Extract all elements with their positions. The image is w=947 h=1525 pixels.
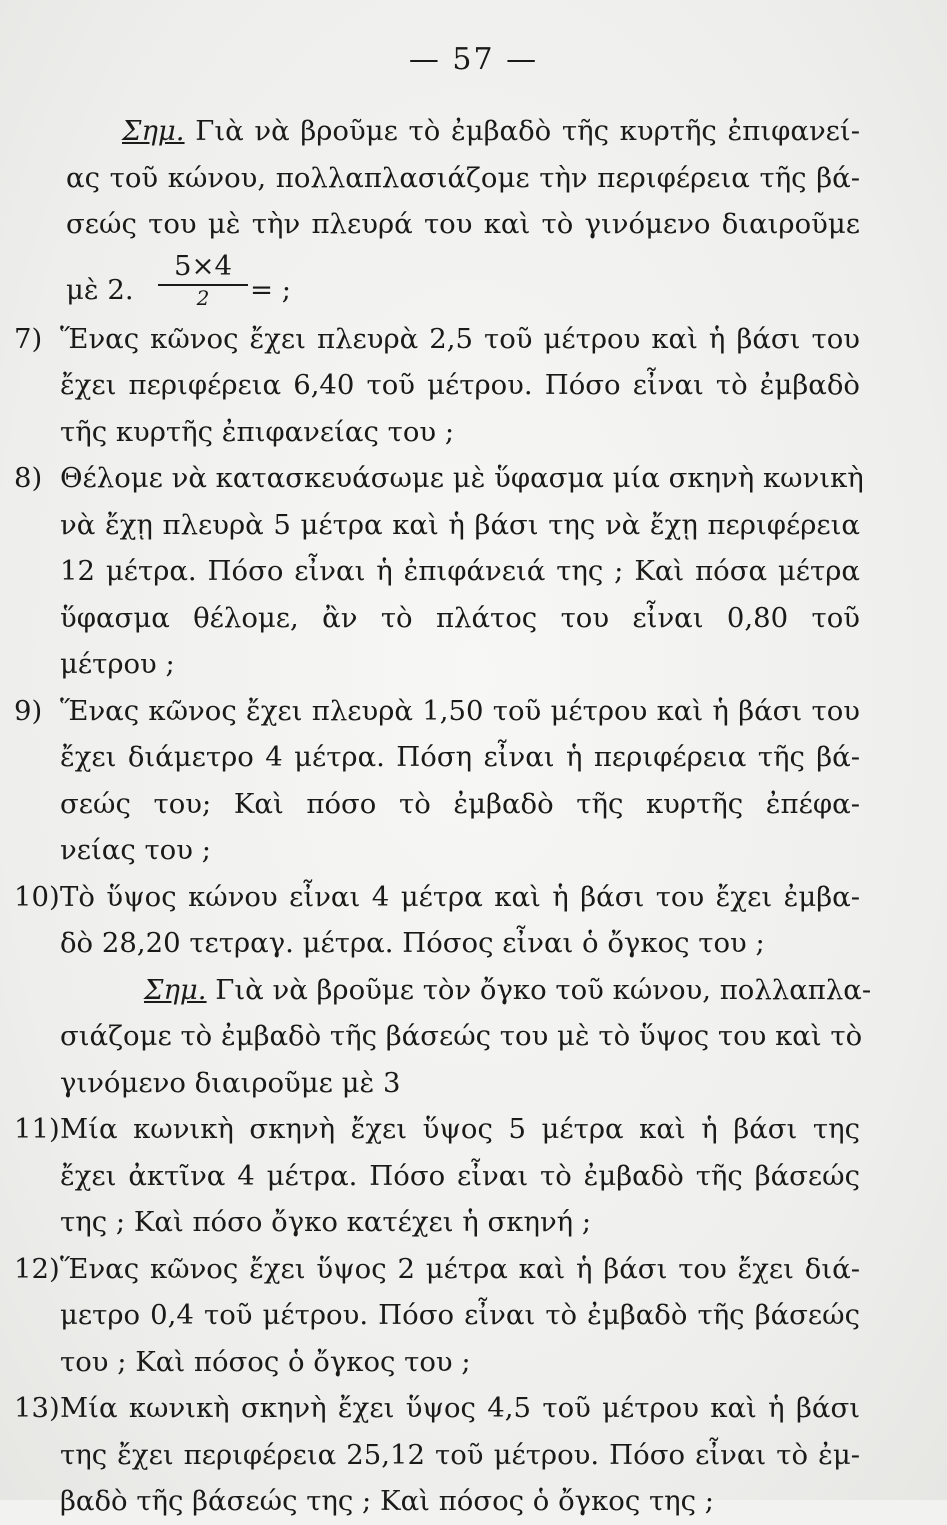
problem-9-line-3: σεώς του; Καὶ πόσο τὸ ἐμβαδὸ τῆς κυρτῆς ἐπέφα- bbox=[60, 787, 860, 820]
problem-7-line-2: ἔχει περιφέρεια 6,40 τοῦ μέτρου. Πόσο εἶναι τὸ ἐμβαδὸ bbox=[60, 369, 860, 401]
note1-line-2: ας τοῦ κώνου, πολλαπλασιάζομε τὴν περιφέρεια τῆς βά- bbox=[66, 161, 860, 194]
problem-9-line-2: ἔχει διάμετρο 4 μέτρα. Πόση εἶναι ἡ περιφέρεια τῆς βά- bbox=[60, 741, 860, 773]
page-number: — 57 — bbox=[408, 42, 539, 77]
problem-11-line-1 bbox=[14, 1106, 860, 1153]
page-text bbox=[14, 108, 872, 1525]
problem-12-line-3: του ; Καὶ πόσος ὁ ὄγκος του ; bbox=[60, 1345, 471, 1378]
problem-13-text-1: Μία κωνικὴ σκηνὴ ἔχει ὕψος 4,5 τοῦ μέτρου καὶ ἡ βάσι bbox=[60, 1392, 860, 1424]
note1-line-3: σεώς του μὲ τὴν πλευρά του καὶ τὸ γινόμενο διαιροῦμε bbox=[66, 208, 860, 240]
formula-suffix: = ; bbox=[250, 273, 292, 306]
note2-line-1 bbox=[60, 967, 872, 1014]
problem-8-line-1 bbox=[14, 455, 864, 502]
note1-label: Σημ. bbox=[122, 115, 185, 147]
problem-13-line-3: βαδὸ τῆς βάσεώς της ; Καὶ πόσος ὁ ὄγκος της ; bbox=[60, 1485, 715, 1517]
problem-10-text-1: Τὸ ὕψος κώνου εἶναι 4 μέτρα καὶ ἡ βάσι του ἔχει ἐμβα- bbox=[60, 880, 860, 913]
problem-11-line-3: της ; Καὶ πόσο ὄγκο κατέχει ἡ σκηνή ; bbox=[60, 1206, 592, 1238]
problem-9-text-1: Ἕνας κῶνος ἔχει πλευρὰ 1,50 τοῦ μέτρου καὶ ἡ βάσι του bbox=[60, 694, 860, 727]
problem-10-line-1 bbox=[14, 874, 860, 921]
note2-line-3: γινόμενο διαιροῦμε μὲ 3 bbox=[60, 1066, 401, 1099]
problem-12-line-1 bbox=[14, 1246, 860, 1293]
problem-11-line-2: ἔχει ἀκτῖνα 4 μέτρα. Πόσο εἶναι τὸ ἐμβαδὸ τῆς βάσεώς bbox=[60, 1159, 860, 1192]
problem-9-number: 9) bbox=[14, 694, 43, 727]
problem-8-line-3: 12 μέτρα. Πόσο εἶναι ἡ ἐπιφάνειά της ; Καὶ πόσα μέτρα bbox=[60, 555, 860, 587]
problem-9-line-1 bbox=[14, 688, 860, 735]
problem-12-number: 12) bbox=[14, 1252, 60, 1285]
problem-10-number: 10) bbox=[14, 880, 60, 913]
problem-9-line-4: νείας του ; bbox=[60, 834, 211, 866]
problem-7-text-1: Ἕνας κῶνος ἔχει πλευρὰ 2,5 τοῦ μέτρου καὶ ἡ βάσι του bbox=[60, 322, 860, 355]
problem-8-line-2: νὰ ἔχῃ πλευρὰ 5 μέτρα καὶ ἡ βάσι της νὰ ἔχῃ περιφέρεια bbox=[60, 508, 860, 541]
formula-prefix: μὲ 2. bbox=[66, 273, 134, 306]
problem-12-text-1: Ἕνας κῶνος ἔχει ὕψος 2 μέτρα καὶ ἡ βάσι του ἔχει διά- bbox=[60, 1252, 860, 1285]
fraction-denominator: 2 bbox=[196, 285, 210, 310]
problem-8-text-1: Θέλομε νὰ κατασκευάσωμε μὲ ὕφασμα μία σκηνὴ κωνικὴ bbox=[60, 462, 864, 494]
problem-12-line-2: μετρο 0,4 τοῦ μέτρου. Πόσο εἶναι τὸ ἐμβαδὸ τῆς βάσεώς bbox=[60, 1299, 860, 1331]
note2-line-2: σιάζομε τὸ ἐμβαδὸ τῆς βάσεώς του μὲ τὸ ὕψος του καὶ τὸ bbox=[60, 1020, 863, 1052]
problem-13-number: 13) bbox=[14, 1392, 60, 1424]
problem-10-line-2: δὸ 28,20 τετραγ. μέτρα. Πόσος εἶναι ὁ ὄγκος του ; bbox=[60, 927, 765, 959]
problem-13-line-2: της ἔχει περιφέρεια 25,12 τοῦ μέτρου. Πόσο εἶναι τὸ ἐμ- bbox=[60, 1438, 860, 1471]
problem-8-line-4: ὕφασμα θέλομε, ἂν τὸ πλάτος του εἶναι 0,80 τοῦ bbox=[60, 601, 860, 634]
problem-7-line-3: τῆς κυρτῆς ἐπιφανείας του ; bbox=[60, 415, 455, 448]
problem-7-number: 7) bbox=[14, 322, 43, 355]
problem-8-line-5: μέτρου ; bbox=[60, 648, 175, 680]
problem-11-number: 11) bbox=[14, 1113, 60, 1145]
fraction-numerator: 5×4 bbox=[158, 248, 248, 286]
problem-11-text-1: Μία κωνικὴ σκηνὴ ἔχει ὕψος 5 μέτρα καὶ ἡ βάσι της bbox=[60, 1113, 860, 1145]
note2-line1-text: Γιὰ νὰ βροῦμε τὸν ὄγκο τοῦ κώνου, πολλαπλα- bbox=[215, 973, 872, 1006]
note1-line1-text: Γιὰ νὰ βροῦμε τὸ ἐμβαδὸ τῆς κυρτῆς ἐπιφανεί- bbox=[195, 115, 860, 147]
problem-13-line-1 bbox=[14, 1385, 860, 1432]
problem-7-line-1 bbox=[14, 316, 860, 363]
note1-line-1 bbox=[60, 108, 860, 155]
note2-label: Σημ. bbox=[144, 973, 207, 1006]
problem-8-number: 8) bbox=[14, 462, 43, 494]
note1-formula bbox=[60, 248, 860, 316]
